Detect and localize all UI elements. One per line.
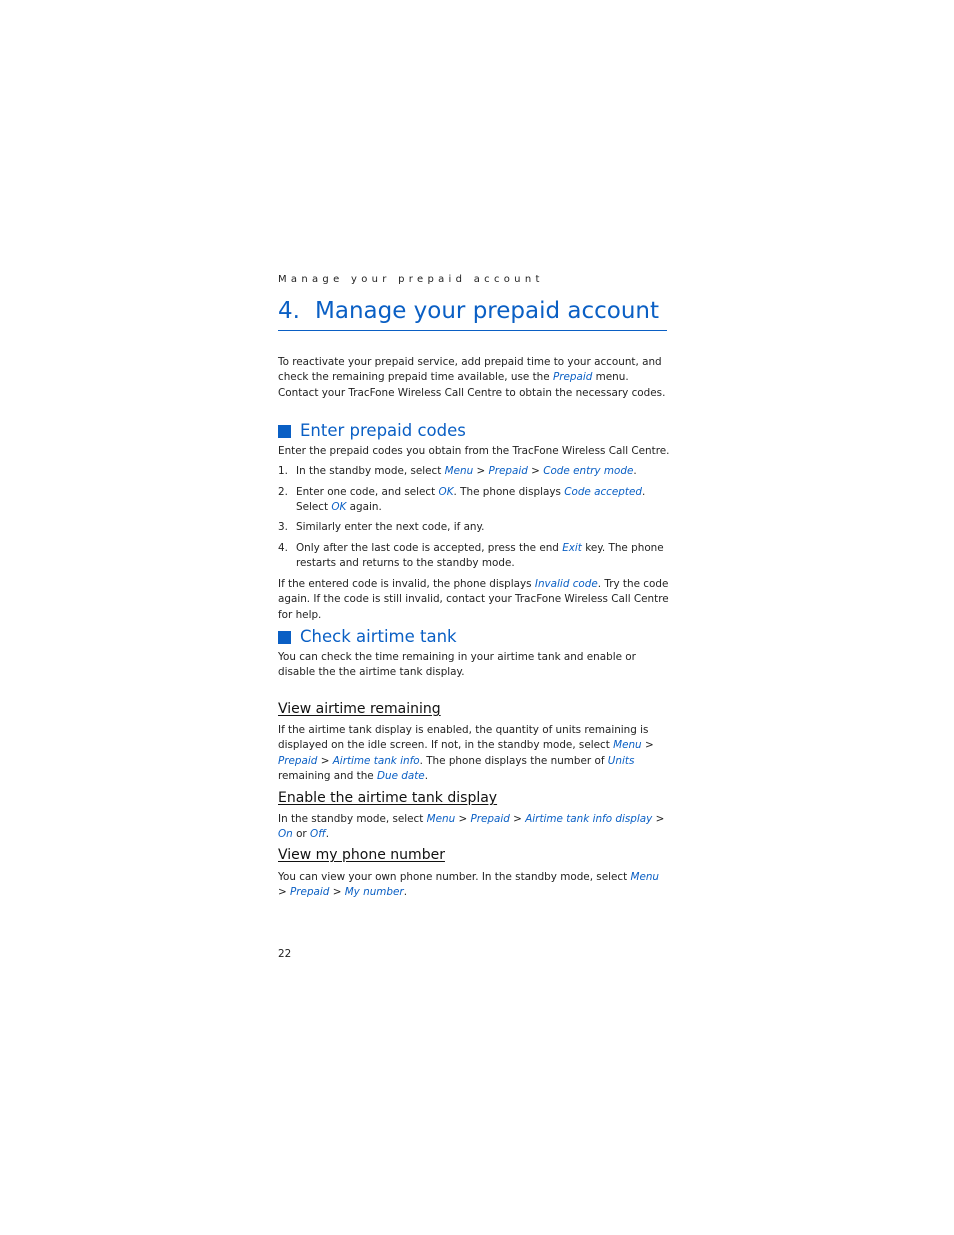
ui-term-menu: Menu [444,465,474,477]
separator: > [527,465,544,477]
step-text-part: key. The phone restarts and returns to the standby mode. [296,542,664,570]
enter-codes-lead: Enter the prepaid codes you obtain from the TracFone Wireless Call Centre. [278,445,670,457]
separator: > [509,813,526,825]
step-number: 2. [278,486,288,498]
ui-term-exit: Exit [562,542,582,554]
running-head: Manage your prepaid account [278,274,544,285]
section-heading-enter-codes [278,421,466,441]
punctuation: . [325,828,330,841]
step-text [296,464,637,479]
view-remaining-paragraph [278,723,670,784]
separator: > [652,813,665,825]
ui-term-menu: Menu [426,813,456,825]
ui-term-ok: OK [438,486,454,498]
step-2 [278,485,670,516]
step-text [296,485,645,516]
ui-term-prepaid: Prepaid [552,371,593,384]
ui-term-code-accepted: Code accepted [564,486,642,498]
ui-term-airtime-tank-info-display: Airtime tank info display [525,813,653,825]
separator: > [329,886,345,899]
step-text-part: Select [296,501,332,514]
section-heading-text: Check airtime tank [300,627,457,646]
invalid-code-paragraph [278,577,670,623]
chapter-number: 4. [278,298,300,324]
paragraph-text-part: In the standby mode, select [278,813,427,825]
separator: > [317,754,333,767]
punctuation: . [633,465,637,477]
step-text-part: Only after the last code is accepted, press the end [296,542,563,554]
ui-term-menu: Menu [630,871,660,883]
step-text-part: . The phone displays [453,486,565,498]
punctuation: . [641,486,646,498]
subheading-enable-display: Enable the airtime tank display [278,790,498,806]
step-3 [278,520,670,535]
paragraph-text-part: . The phone displays the number of [419,754,608,767]
step-1 [278,464,670,479]
subheading-view-remaining: View airtime remaining [278,701,441,717]
intro-text-1: To reactivate your prepaid service, add prepaid time to your account, and check the remaining prepaid time available, use the [278,356,662,384]
section-bullet-icon [278,631,291,644]
ui-term-my-number: My number [344,886,404,899]
paragraph-text-part: . Try the code again. If the code is still invalid, contact your TracFone Wireless Call Centre for help. [278,578,669,621]
step-text-part: Enter one code, and select [296,486,439,498]
step-number: 1. [278,465,288,477]
ui-term-prepaid: Prepaid [488,465,528,477]
section-heading-check-tank [278,627,457,647]
intro-text-2: menu. Contact your TracFone Wireless Call Centre to obtain the necessary codes. [278,371,666,399]
paragraph-text-part: or [292,828,311,841]
separator: > [473,465,489,477]
step-4 [278,541,670,572]
step-text-part: In the standby mode, select [296,465,445,477]
section-heading-text: Enter prepaid codes [300,421,466,440]
separator: > [641,739,654,752]
ui-term-units: Units [607,754,635,767]
ui-term-prepaid: Prepaid [290,886,330,899]
view-number-paragraph [278,870,670,901]
ui-term-code-entry-mode: Code entry mode [543,465,634,477]
intro-paragraph [278,355,670,401]
enable-display-paragraph [278,812,670,843]
paragraph-text-part: If the entered code is invalid, the phone displays [278,578,535,590]
ui-term-off: Off [310,828,326,841]
step-text-part: again. [346,501,382,514]
ui-term-invalid-code: Invalid code [534,578,598,590]
ui-term-airtime-tank-info: Airtime tank info [332,754,420,767]
separator: > [278,886,291,899]
subheading-view-number: View my phone number [278,847,445,863]
ui-term-prepaid: Prepaid [278,754,318,767]
ui-term-on: On [278,828,293,841]
ui-term-due-date: Due date [376,769,425,782]
paragraph-text-part: You can view your own phone number. In the standby mode, select [278,871,631,883]
paragraph-text-part: If the airtime tank display is enabled, the quantity of units remaining is displayed on the idle screen. If not, in the standby mode, select [278,724,649,752]
step-number: 3. [278,521,288,533]
page-number: 22 [278,948,292,960]
chapter-title [278,296,667,331]
punctuation: . [424,769,429,782]
ui-term-ok: OK [331,501,347,514]
ui-term-prepaid: Prepaid [470,813,510,825]
check-tank-lead: You can check the time remaining in your airtime tank and enable or disable the the airtime tank display. [278,651,636,679]
section-bullet-icon [278,425,291,438]
punctuation: . [403,886,408,899]
step-text: Similarly enter the next code, if any. [296,521,485,533]
separator: > [455,813,471,825]
paragraph-text-part: remaining and the [278,769,377,782]
ui-term-menu: Menu [613,739,642,752]
step-number: 4. [278,542,288,554]
chapter-title-text: Manage your prepaid account [315,298,660,324]
step-text [296,541,670,572]
